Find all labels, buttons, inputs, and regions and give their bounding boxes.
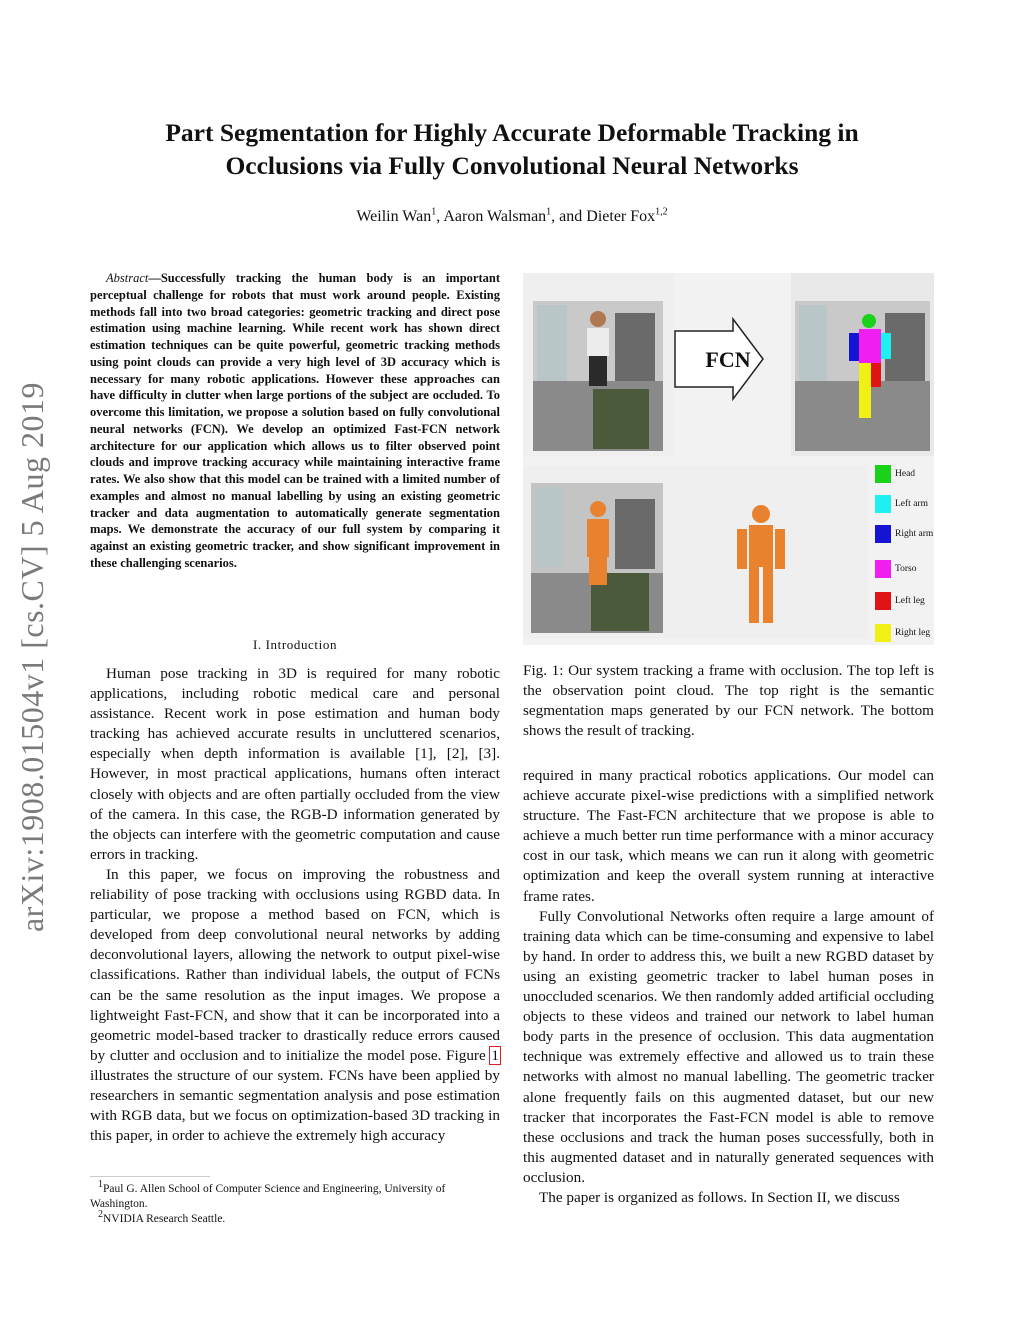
body-paragraph: Fully Convolutional Networks often require a large amount of training data which can be time-consuming and expensive to label by hand. In order to address this, we built a new RGBD dataset by using an existing geometric tracker to label human poses in unoccluded scenarios. We then randomly added artificial occluding objects to these videos and trained our network to label human body parts in the presence of occlusion. This data augmentation technique was extremely effective and allowed us to train these networks with almost no manual labelling. The geometric tracker alone frequently fails on this augmented dataset, but our new tracker that incorporates the Fast-FCN model is able to remove these occlusions and track the human poses successfully, both in this augmented dataset and in naturally generated sequences with occlusion.: [523, 907, 934, 1186]
legend-swatch: [875, 495, 891, 513]
legend-label: Right arm: [895, 529, 934, 539]
paper-title: [90, 116, 934, 182]
figure-1-graphic: [523, 273, 934, 645]
legend-item: [875, 495, 928, 513]
legend-item: [875, 560, 917, 578]
title-line-2: Occlusions via Fully Convolutional Neural Networks: [225, 151, 799, 180]
legend-swatch: [875, 525, 891, 543]
body-paragraph: required in many practical robotics applications. Our model can achieve accurate pixel-wise predictions with a simplified network structure. The Fast-FCN architecture that we propose is able to achieve a much better run time performance with a minor accuracy cost in our task, which means we can run it along with geometric optimization and keep the overall system running at interactive frame rates.: [523, 767, 934, 905]
affiliation-mark: 1,2: [655, 206, 668, 218]
legend-label: Left arm: [895, 499, 928, 509]
intro-text: In this paper, we focus on improving the robustness and reliability of pose tracking with occlusions using RGBD data. In particular, we propose a method based on FCN, which is developed from deep convolutional neural networks by adding deconvolutional layers, allowing the network to output pixel-wise classifications. Rather than individual labels, the output of FCNs can be the same resolution as the input images. We propose a lightweight Fast-FCN, and show that it can be incorporated into a geometric model-based tracker to drastically reduce errors caused by clutter and occlusion and to initialize the model pose. Figure: [90, 865, 500, 1064]
section-heading-introduction: I. Introduction: [252, 637, 338, 652]
introduction-body: [90, 664, 500, 1146]
author-list: [90, 208, 934, 226]
abstract-label: Abstract: [106, 271, 149, 285]
legend-swatch: [875, 560, 891, 578]
affiliation-mark: 1: [431, 206, 437, 218]
legend-label: Right leg: [895, 628, 931, 638]
title-line-1: Part Segmentation for Highly Accurate Deformable Tracking in: [165, 118, 859, 147]
legend-swatch: [875, 592, 891, 610]
legend-label: Torso: [895, 564, 917, 574]
intro-text: illustrates the structure of our system. FCNs have been applied by researchers in semantic segmentation analysis and pose estimation with RGB data, but we focus on optimization-based 3D tracking in this paper, in order to achieve the extremely high accuracy: [90, 1066, 500, 1145]
arxiv-stamp: [0, 352, 64, 962]
legend-swatch: [875, 465, 891, 483]
abstract-dash: —: [148, 271, 161, 285]
legend-item: [875, 525, 933, 543]
footnote-rule: [90, 1176, 210, 1177]
author-name: , and Dieter Fox: [551, 208, 656, 225]
body-paragraph: The paper is organized as follows. In Section II, we discuss: [539, 1188, 900, 1206]
footnote-mark: 1: [98, 1179, 103, 1191]
figure-1-caption: Fig. 1: Our system tracking a frame with occlusion. The top left is the observation point cloud. The top right is the semantic segmentation maps generated by our FCN network. The bottom shows the result of tracking.: [523, 662, 934, 739]
abstract: [90, 270, 500, 572]
legend-swatch: [875, 624, 891, 642]
legend-item: [875, 465, 915, 483]
tracking-result-image: [523, 466, 868, 638]
footnote-1: [90, 1179, 500, 1212]
point-cloud-image: [523, 273, 674, 456]
author-name: Weilin Wan: [356, 208, 432, 225]
footnote-text: NVIDIA Research Seattle.: [103, 1213, 226, 1225]
footnote-mark: 2: [98, 1209, 103, 1221]
legend-label: Left leg: [895, 596, 925, 606]
arxiv-id: arXiv:1908.01504v1 [cs.CV] 5 Aug 2019: [13, 381, 50, 932]
author-name: , Aaron Walsman: [436, 208, 547, 225]
fcn-arrow-label: FCN: [705, 347, 751, 372]
legend-item: [875, 592, 925, 610]
right-column-body: [523, 766, 934, 1208]
intro-paragraph-1: Human pose tracking in 3D is required for many robotic applications, including robotic medical care and personal assistance. Recent work in pose estimation and human body tracking has achieved accurate results in uncluttered scenarios, especially when depth information is available [1], [2], [3]. However, in most practical applications, humans often interact closely with objects and are often partially occluded from the view of the camera. In this case, the RGB-D information generated by the objects can interfere with the geometric computation and cause errors in tracking.: [90, 665, 500, 863]
legend-label: Head: [895, 469, 916, 479]
figure-ref-link[interactable]: 1: [491, 1046, 499, 1064]
footnote-text: Paul G. Allen School of Computer Science and Engineering, University of Washington.: [90, 1183, 446, 1210]
segmentation-map-image: [791, 273, 934, 456]
figure-1: [523, 273, 934, 645]
abstract-text: Successfully tracking the human body is an important perceptual challenge for robots that must work around people. Existing methods fall into two broad categories: geometric tracking and direct pose estimation using machine learning. While recent work has shown direct estimation techniques can be quite powerful, geometric tracking methods using point clouds can provide a very high level of 3D accuracy which is necessary for many robotic applications. However these approaches can have difficulty in clutter when large portions of the subject are occluded. To overcome this limitation, we propose a solution based on fully convolutional neural networks (FCN). We develop an optimized Fast-FCN network architecture for our application which allows us to filter observed point clouds and improve tracking accuracy while maintaining interactive frame rates. We also show that this model can be trained with a limited number of examples and almost no manual labelling by using an existing geometric tracker and data augmentation to automatically generate segmentation maps. We demonstrate the accuracy of our full system by comparing it against an existing geometric tracker, and show significant improvement in these challenging scenarios.: [90, 271, 500, 570]
affiliation-mark: 1: [546, 206, 552, 218]
legend-item: [875, 624, 930, 642]
footnotes: [90, 1179, 500, 1227]
intro-paragraph-2: [90, 865, 500, 1146]
footnote-2: [90, 1209, 500, 1227]
